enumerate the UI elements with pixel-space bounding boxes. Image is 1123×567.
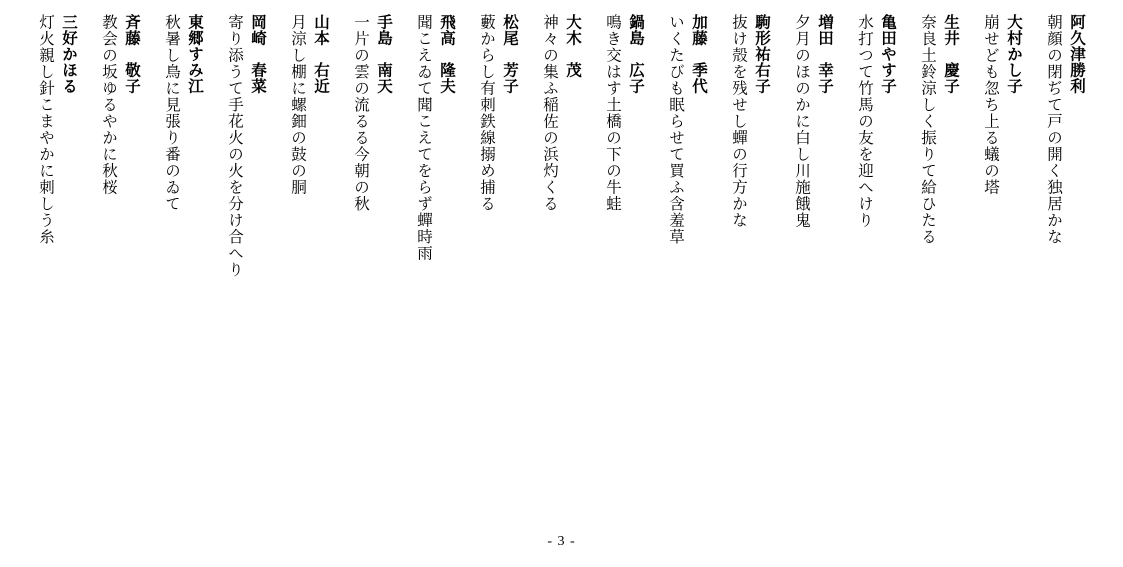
author-name: 駒形祐右子 xyxy=(753,14,771,94)
haiku-text: 神々の集ふ稲佐の浜灼くる xyxy=(541,14,559,212)
haiku-text: 奈良土鈴涼しく振りて給ひたる xyxy=(919,14,937,245)
author-name: 鍋島 広子 xyxy=(627,14,645,94)
author-name: 岡崎 春菜 xyxy=(249,14,267,94)
author-name: 増田 幸子 xyxy=(816,14,834,94)
author-name: 阿久津勝利 xyxy=(1068,14,1086,94)
haiku-text: 秋暑し鳥に見張り番のゐて xyxy=(163,14,181,212)
author-name: 飛高 隆夫 xyxy=(438,14,456,94)
haiku-text: 抜け殻を残せし蟬の行方かな xyxy=(730,14,748,229)
haiku-text: 夕月のほのかに白し川施餓鬼 xyxy=(793,14,811,229)
haiku-text: 水打つて竹馬の友を迎へけり xyxy=(856,14,874,229)
haiku-text: 灯火親し針こまやかに刺しう糸 xyxy=(37,14,55,245)
page-number: - 3 - xyxy=(547,534,576,549)
author-name: 松尾 芳子 xyxy=(501,14,519,94)
haiku-text: 朝顔の閉ぢて戸の開く独居かな xyxy=(1045,14,1063,245)
author-name: 大村かし子 xyxy=(1005,14,1023,94)
author-name: 加藤 季代 xyxy=(690,14,708,94)
author-name: 亀田やす子 xyxy=(879,14,897,94)
haiku-text: 月涼し棚に螺鈿の鼓の胴 xyxy=(289,14,307,196)
haiku-text: 教会の坂ゆるやかに秋桜 xyxy=(100,14,118,196)
haiku-text: 崩せども忽ち上る蟻の塔 xyxy=(982,14,1000,196)
haiku-text: いくたびも眠らせて買ふ含羞草 xyxy=(667,14,685,245)
author-name: 手島 南天 xyxy=(375,14,393,94)
author-name: 斉藤 敬子 xyxy=(123,14,141,94)
author-name: 生井 慶子 xyxy=(942,14,960,94)
haiku-text: 鳴き交はす土橋の下の牛蛙 xyxy=(604,14,622,212)
author-name: 山本 右近 xyxy=(312,14,330,94)
author-name: 三好かほる xyxy=(60,14,78,94)
author-name: 大木 茂 xyxy=(564,14,582,78)
author-name: 東郷すみ江 xyxy=(186,14,204,94)
haiku-text: 寄り添うて手花火の火を分け合へり xyxy=(226,14,244,278)
haiku-text: 聞こえゐて聞こえてをらず蟬時雨 xyxy=(415,14,433,262)
haiku-text: 一片の雲の流るる今朝の秋 xyxy=(352,14,370,212)
haiku-text: 藪からし有刺鉄線搦め捕る xyxy=(478,14,496,212)
